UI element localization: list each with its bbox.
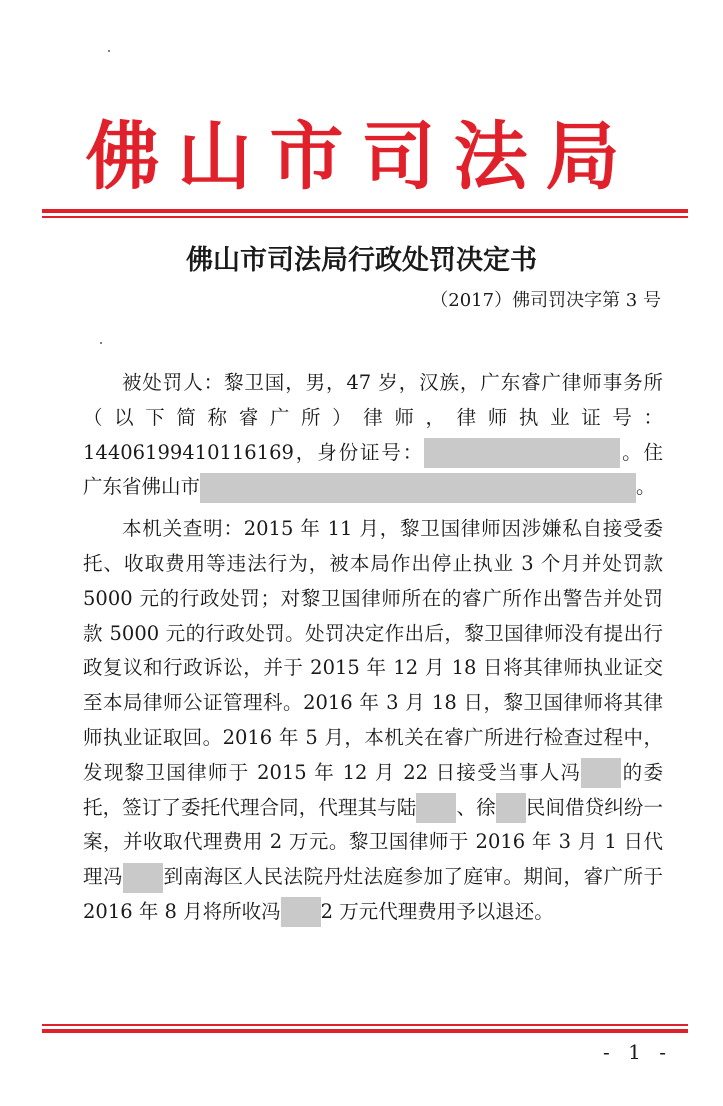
scan-speck <box>100 342 102 344</box>
document-title: 佛山市司法局行政处罚决定书 <box>186 245 537 276</box>
paragraph-findings <box>83 512 663 930</box>
text-segment: 被处罚人：黎卫国，男，47 岁，汉族，广东睿广律师事务所（以下简称睿广所）律师，律师执业证号：14406199410116169，身份证号： <box>83 371 663 464</box>
footer-rule-thin <box>42 1024 688 1026</box>
text-segment: 。住广东省佛山市 <box>83 440 663 499</box>
document-body <box>83 366 663 937</box>
letterhead-rule-thick <box>42 209 688 213</box>
letterhead-rule-thin <box>42 216 688 218</box>
letterhead-title: 佛山市司法局 <box>85 114 638 200</box>
redaction-box <box>424 438 620 468</box>
redaction-box <box>581 758 621 788</box>
text-segment: 的委托，签订了委托代理合同，代理其与陆 <box>83 760 663 819</box>
redaction-box <box>123 863 163 893</box>
footer-rule-thick <box>42 1029 688 1033</box>
document-number: （2017）佛司罚决字第 3 号 <box>430 290 661 311</box>
redaction-box <box>281 897 321 927</box>
text-segment: 到南海区人民法院丹灶法庭参加了庭审。期间，睿广所于 2016 年 8 月将所收冯 <box>83 865 663 923</box>
paragraph-respondent <box>83 366 663 505</box>
redaction-box <box>312 473 636 503</box>
text-segment: 。 <box>636 475 656 499</box>
text-segment: 民间借贷纠纷一案，并收取代理费用 2 万元。黎卫国律师于 2016 年 3 月 1 日代理冯 <box>83 795 663 889</box>
page-number: - 1 - <box>603 1040 672 1064</box>
redaction-box <box>200 473 312 503</box>
redaction-box <box>496 793 526 823</box>
redaction-box <box>416 793 456 823</box>
text-segment: 2 万元代理费用予以退还。 <box>320 899 554 923</box>
text-segment: 本机关查明：2015 年 11 月，黎卫国律师因涉嫌私自接受委托、收取费用等违法行为，被本局作出停止执业 3 个月并处罚款 5000 元的行政处罚；对黎卫国律师所在的睿广所作出警告并处罚款 5000 元的行政处罚。处罚决定作出后，黎卫国律师没有提出行政复议和行政诉讼，并于 2015 年 12 月 18 日将其律师执业证交至本局律师公证管理科。2016 年 3 月 18 日，黎卫国律师将其律师执业证取回。2016 年 5 月，本机关在睿广所进行检查过程中，发现黎卫国律师于 2015 年 12 月 22 日接受当事人冯 <box>83 517 663 784</box>
text-segment: 、徐 <box>456 795 496 819</box>
scan-speck <box>108 50 110 52</box>
